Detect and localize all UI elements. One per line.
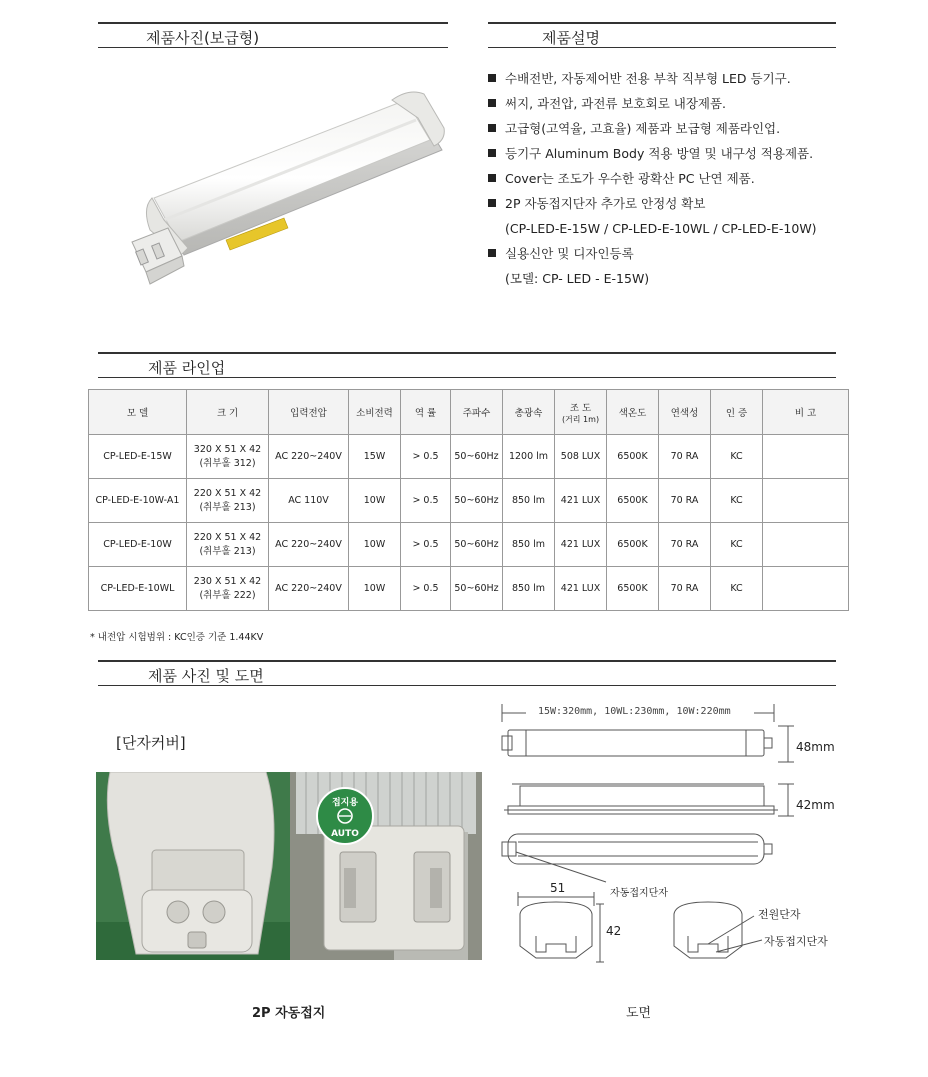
header-power-factor: 역 률 [401,390,451,435]
table-row: CP-LED-E-10WL 230 X 51 X 42 (취부홀 222) AC 220~240V 10W > 0.5 50~60Hz 850 lm 421 LUX 6500K 70 RA KC [89,567,849,611]
description-item: 2P 자동접지단자 추가로 안정성 확보 [488,191,868,216]
terminal-cover-photo [96,772,482,960]
drawing-power-terminal-label: 전원단자 [758,908,801,921]
header-certification: 인 증 [711,390,763,435]
header-power: 소비전력 [349,390,401,435]
product-photo [124,80,454,300]
badge-top-text: 접지용 [331,798,359,808]
header-size: 크 기 [187,390,269,435]
drawing-auto-ground-label: 자동접지단자 [610,888,668,899]
description-section-title [488,22,836,48]
drawing-height-42-label: 42mm [796,798,835,812]
bullet-square-icon [488,174,496,182]
photo-section-title [98,22,448,48]
withstand-voltage-note: * 내전압 시험범위 : KC인증 기준 1.44KV [90,632,264,643]
description-item: 고급형(고역율, 고효율) 제품과 보급형 제품라인업. [488,116,868,141]
description-section-title-text: 제품설명 [542,29,600,47]
lineup-section-title-text: 제품 라인업 [148,359,226,377]
bullet-square-icon [488,149,496,157]
header-illuminance: 조 도 (거리 1m) [555,390,607,435]
badge-bottom-text: AUTO [331,829,359,839]
description-list [488,66,868,291]
terminal-cover-label: [단자커버] [116,734,186,752]
drawing-height-48-label: 48mm [796,740,835,754]
description-item: 실용신안 및 디자인등록 [488,241,868,266]
table-row: CP-LED-E-15W 320 X 51 X 42 (취부홀 312) AC 220~240V 15W > 0.5 50~60Hz 1200 lm 508 LUX 6500K 70 RA KC [89,435,849,479]
header-color-temp: 색온도 [607,390,659,435]
drawing-section-title-text: 제품 사진 및 도면 [148,667,264,685]
bullet-square-icon [488,199,496,207]
drawing-auto-ground-label-2: 자동접지단자 [764,935,828,948]
description-item: 써지, 과전압, 과전류 보호회로 내장제품. [488,91,868,116]
table-row: CP-LED-E-10W-A1 220 X 51 X 42 (취부홀 213) AC 110V 10W > 0.5 50~60Hz 850 lm 421 LUX 6500K 70 RA KC [89,479,849,523]
drawing-section-title [98,660,836,686]
bullet-square-icon [488,124,496,132]
technical-drawing [496,700,846,980]
drawing-length-label: 15W:320mm, 10WL:230mm, 10W:220mm [538,706,731,717]
left-caption: 2P 자동접지 [252,1006,326,1021]
header-model: 모 델 [89,390,187,435]
header-remark: 비 고 [763,390,849,435]
drawing-width-51-label: 51 [550,881,566,895]
description-item-continuation: (모델: CP- LED - E-15W) [505,271,650,286]
right-caption: 도면 [626,1006,652,1021]
header-cri: 연색성 [659,390,711,435]
terminal-cover-photo-graphic [96,772,482,960]
header-flux: 총광속 [503,390,555,435]
table-row: CP-LED-E-10W 220 X 51 X 42 (취부홀 213) AC 220~240V 10W > 0.5 50~60Hz 850 lm 421 LUX 6500K 70 RA KC [89,523,849,567]
description-item: 수배전반, 자동제어반 전용 부착 직부형 LED 등기구. [488,66,868,91]
description-item-continuation: (CP-LED-E-15W / CP-LED-E-10WL / CP-LED-E-10W) [505,221,817,236]
header-voltage: 입력전압 [269,390,349,435]
description-item: Cover는 조도가 우수한 광확산 PC 난연 제품. [488,166,868,191]
bullet-square-icon [488,249,496,257]
description-item: 등기구 Aluminum Body 적용 방열 및 내구성 적용제품. [488,141,868,166]
lineup-section-title [98,352,836,378]
product-lineup-table [88,389,849,611]
photo-section-title-text: 제품사진(보급형) [146,29,260,47]
drawing-height-42-end-label: 42 [606,924,622,938]
table-header-row [89,390,849,435]
bullet-square-icon [488,99,496,107]
bullet-square-icon [488,74,496,82]
header-frequency: 주파수 [451,390,503,435]
